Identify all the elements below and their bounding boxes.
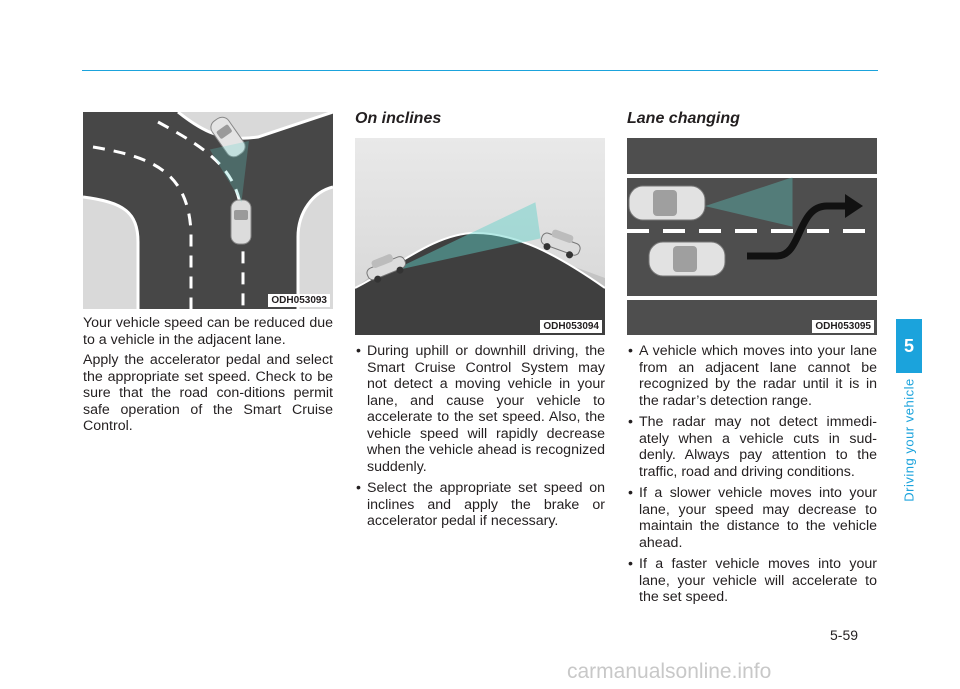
figure-curved-road	[83, 112, 333, 309]
header-rule	[82, 70, 878, 71]
chapter-number-tab: 5	[896, 319, 922, 373]
section-heading-inclines: On inclines	[355, 110, 442, 127]
chapter-title: Driving your vehicle	[901, 378, 917, 502]
bullet-icon: •	[628, 485, 633, 501]
list-item: • The radar may not detect immedi-ately when a vehicle cuts in sud-denly. Always pay attention to the traffic, road and driving conditions.	[628, 414, 877, 480]
watermark: carmanualsonline.info	[567, 660, 772, 683]
incline-illustration	[355, 138, 605, 335]
list-item: • If a faster vehicle moves into your lane, your vehicle will accelerate to the set speed.	[628, 556, 877, 605]
bullet-icon: •	[628, 556, 633, 572]
paragraph: Your vehicle speed can be reduced due to a vehicle in the adjacent lane.	[83, 315, 333, 348]
paragraph: Apply the accelerator pedal and select the appropriate set speed. Check to be sure that the road con-ditions permit safe operation of the Smart Cruise Control.	[83, 352, 333, 434]
page-number: 5-59	[830, 627, 859, 643]
section-heading-lane-changing: Lane changing	[627, 110, 740, 127]
column-curve	[83, 112, 333, 439]
bullet-list	[627, 343, 877, 606]
list-item: • If a slower vehicle moves into your lane, your speed may decrease to maintain the distance to the vehicle ahead.	[628, 485, 877, 551]
figure-incline	[355, 138, 605, 335]
figure-code: ODH053094	[540, 320, 602, 333]
list-item: • A vehicle which moves into your lane from an adjacent lane cannot be recognized by the radar until it is in the radar’s detection range.	[628, 343, 877, 409]
column-inclines	[355, 108, 605, 535]
bullet-list	[355, 343, 605, 530]
bullet-icon: •	[356, 480, 361, 496]
figure-code: ODH053093	[268, 294, 330, 307]
figure-lane-change	[627, 138, 877, 335]
column-lane-changing	[627, 108, 877, 611]
lane-change-illustration	[627, 138, 877, 335]
bullet-icon: •	[628, 414, 633, 430]
list-item: • During uphill or downhill driving, the Smart Cruise Control System may not detect a moving vehicle in your lane, and cause your vehicle to accelerate to the set speed. Also, the vehicle speed will rapidly decrease when the vehicle ahead is recognized suddenly.	[356, 343, 605, 475]
bullet-icon: •	[356, 343, 361, 359]
curved-road-illustration	[83, 112, 333, 309]
figure-code: ODH053095	[812, 320, 874, 333]
list-item: • Select the appropriate set speed on inclines and apply the brake or accelerator pedal if necessary.	[356, 480, 605, 529]
bullet-icon: •	[628, 343, 633, 359]
